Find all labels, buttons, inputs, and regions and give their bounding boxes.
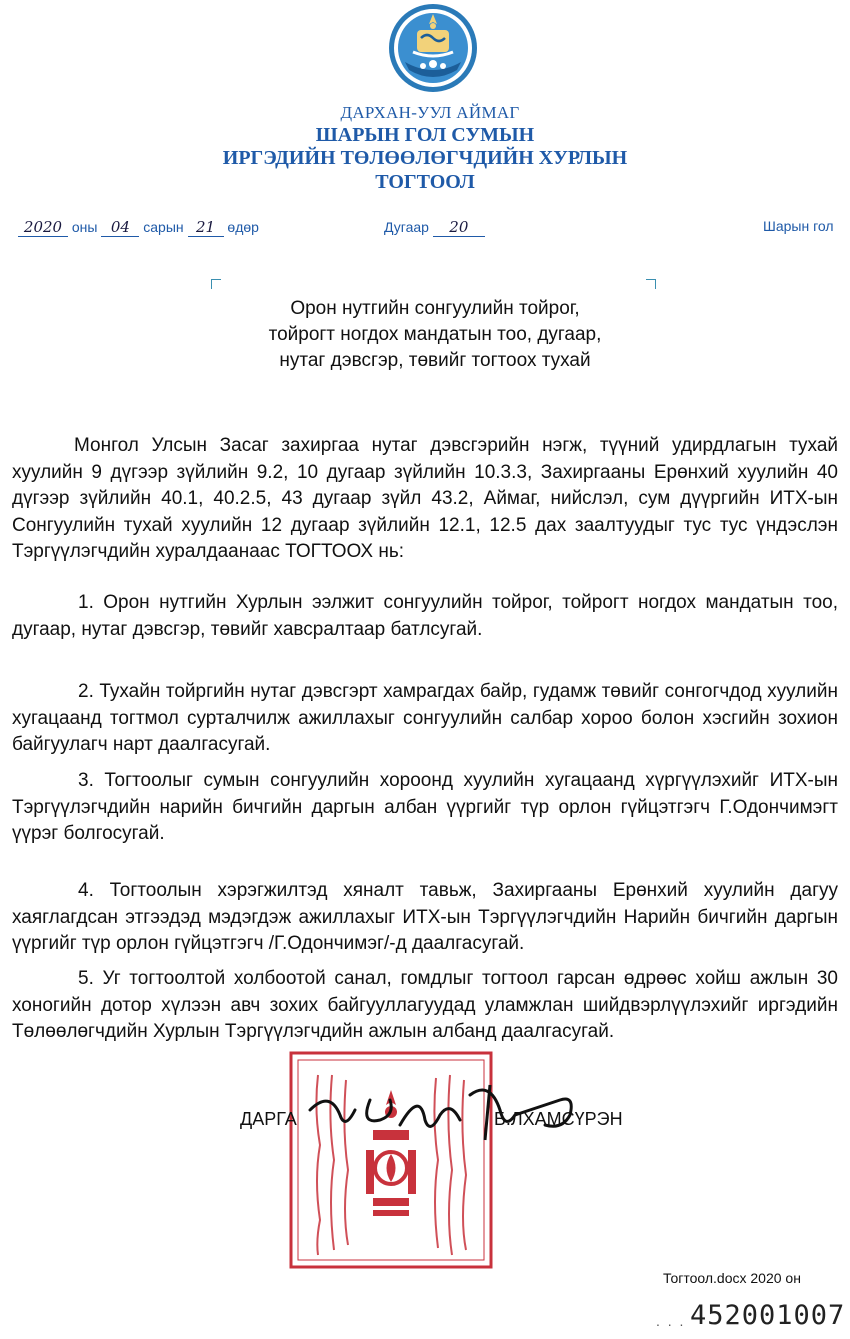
date-day-suffix: өдөр (227, 219, 259, 235)
resolution-item: 5. Уг тогтоолтой холбоотой санал, гомдлыг тогтоол гарсан өдрөөс хойш ажлын 30 хоногийн дотор хүлээн авч зохих байгууллагуудад уламжлан шийдвэрлүүлэхийг иргэдийн Төлөөлөгчдийн Хурлын Тэргүүлэгчдийн ажлын албанд даалгасугай. (12, 968, 838, 1042)
signatory-name: Б.ЛХАМСҮРЭН (494, 1109, 623, 1129)
date-line (18, 218, 259, 237)
subject-line: нутаг дэвсгэр, төвийг тогтоох тухай (279, 350, 591, 371)
subject-line: тойрогт ногдох мандатын тоо, дугаар, (268, 324, 602, 345)
date-month-suffix: сарын (143, 219, 184, 235)
header-council: ИРГЭДИЙН ТӨЛӨӨЛӨГЧДИЙН ХУРЛЫН (222, 147, 628, 169)
subject-line: Орон нутгийн сонгуулийн тойрог, (290, 298, 580, 319)
resolution-item: 4. Тогтоолын хэрэгжилтэд хяналт тавьж, Захиргааны Ерөнхий хуулийн дагуу хаяглагдсан этгээдэд мэдэгдэж ажиллахыг ИТХ-ын Тэргүүлэгчдийн Нарийн бичгийн даргын үүргийг түр орлон гүйцэтгэгч /Г.Одончимэг/-д даалгасугай. (12, 880, 838, 954)
date-month: 04 (101, 218, 139, 237)
date-year-suffix: оны (71, 219, 98, 235)
doc-number: 20 (433, 218, 485, 237)
doc-number-label: Дугаар (384, 219, 429, 235)
date-day: 21 (188, 218, 224, 237)
signatory-title: ДАРГА (240, 1109, 297, 1129)
doc-number-line (384, 218, 485, 237)
resolution-item: 1. Орон нутгийн Хурлын ээлжит сонгуулийн тойрог, тойрогт ногдох мандатын тоо, дугаар, нутаг дэвсгэр, төвийг хавсралтаар батлсугай. (12, 592, 838, 640)
document-file-name: Тогтоол.docx 2020 он (663, 1270, 801, 1286)
date-year: 2020 (18, 218, 68, 237)
resolution-item: 3. Тогтоолыг сумын сонгуулийн хороонд хуулийн хугацаанд хүргүүлэхийг ИТХ-ын Тэргүүлэгчдийн нарийн бичгийн даргын албан үүргийг түр орлон гүйцэтгэгч Г.Одончимэгт үүрэг болгосугай. (12, 770, 838, 844)
subject-corner-right (646, 279, 656, 289)
header-aimag: ДАРХАН-УУЛ АЙМАГ (340, 103, 520, 122)
subject-corner-left (211, 279, 221, 289)
header-sum: ШАРЫН ГОЛ СУМЫН (315, 124, 535, 146)
document-subject (220, 296, 650, 374)
document-serial-number: 452001007 (690, 1300, 846, 1331)
header-doc-type: ТОГТООЛ (375, 171, 475, 193)
serial-dots: . . . (656, 1313, 686, 1329)
state-emblem-icon (387, 2, 479, 94)
place-name: Шарын гол (763, 218, 834, 234)
resolution-item: 2. Тухайн тойргийн нутаг дэвсгэрт хамрагдах байр, гудамж төвийг сонгогчдод хуулийн хугацаанд тогтмол сурталчилж ажиллахыг сонгуулийн салбар хороо болон хэсгийн зохион байгуулагч нарт даалгасугай. (12, 681, 838, 755)
intro-paragraph: Монгол Улсын Засаг захиргаа нутаг дэвсгэрийн нэгж, түүний удирдлагын тухай хуулийн 9 дүгээр зүйлийн 9.2, 10 дугаар зүйлийн 10.3.3, Захиргааны Ерөнхий хуулийн 40 дүгээр зүйлийн 40.1, 40.2.5, 43 дугаар зүйл 43.2, Аймаг, нийслэл, сум дүүргийн ИТХ-ын Сонгуулийн тухай хуулийн 12 дугаар зүйлийн 12.1, 12.5 дах заалтуудыг тус тус үндэслэн Тэргүүлэгчдийн хуралдаанаас ТОГТООХ нь: (12, 435, 838, 562)
